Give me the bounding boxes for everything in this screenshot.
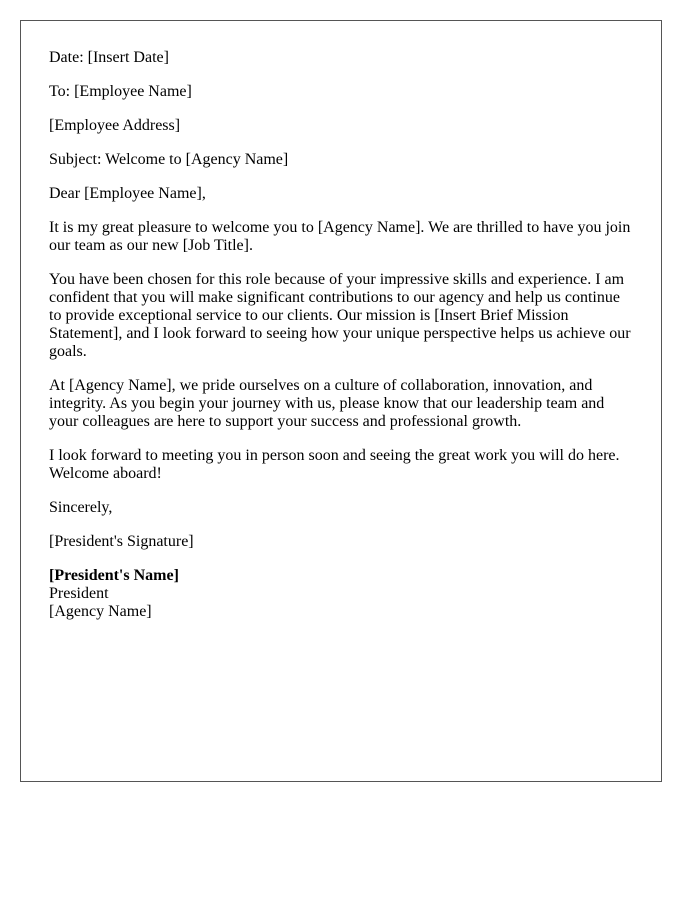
body-paragraph: I look forward to meeting you in person soon and seeing the great work you will do here. Welcome aboard! [49, 447, 620, 482]
recipient-address: [Employee Address] [49, 117, 181, 134]
body-paragraph: It is my great pleasure to welcome you to [Agency Name]. We are thrilled to have you join our team as our new [Job Title]. [49, 219, 631, 254]
signer-agency: [Agency Name] [49, 603, 152, 620]
closing: Sincerely, [49, 499, 113, 516]
body-paragraph: You have been chosen for this role because of your impressive skills and experience. I am confident that you will make significant contributions to our agency and help us continue to provide exceptional service to our clients. Our mission is [Insert Brief Mission Statement], and I look forward to seeing how your unique perspective helps us achieve our goals. [49, 271, 631, 360]
date-line: Date: [Insert Date] [49, 49, 169, 66]
letter [20, 20, 662, 782]
signer-title: President [49, 585, 109, 602]
signer-name: [President's Name] [49, 567, 179, 584]
body-paragraph: At [Agency Name], we pride ourselves on a culture of collaboration, innovation, and integrity. As you begin your journey with us, please know that our leadership team and your colleagues are here to support your success and professional growth. [49, 377, 605, 430]
salutation: Dear [Employee Name], [49, 185, 206, 202]
signature-placeholder: [President's Signature] [49, 533, 194, 550]
recipient-line: To: [Employee Name] [49, 83, 192, 100]
subject-line: Subject: Welcome to [Agency Name] [49, 151, 289, 168]
signature-block [49, 567, 633, 621]
